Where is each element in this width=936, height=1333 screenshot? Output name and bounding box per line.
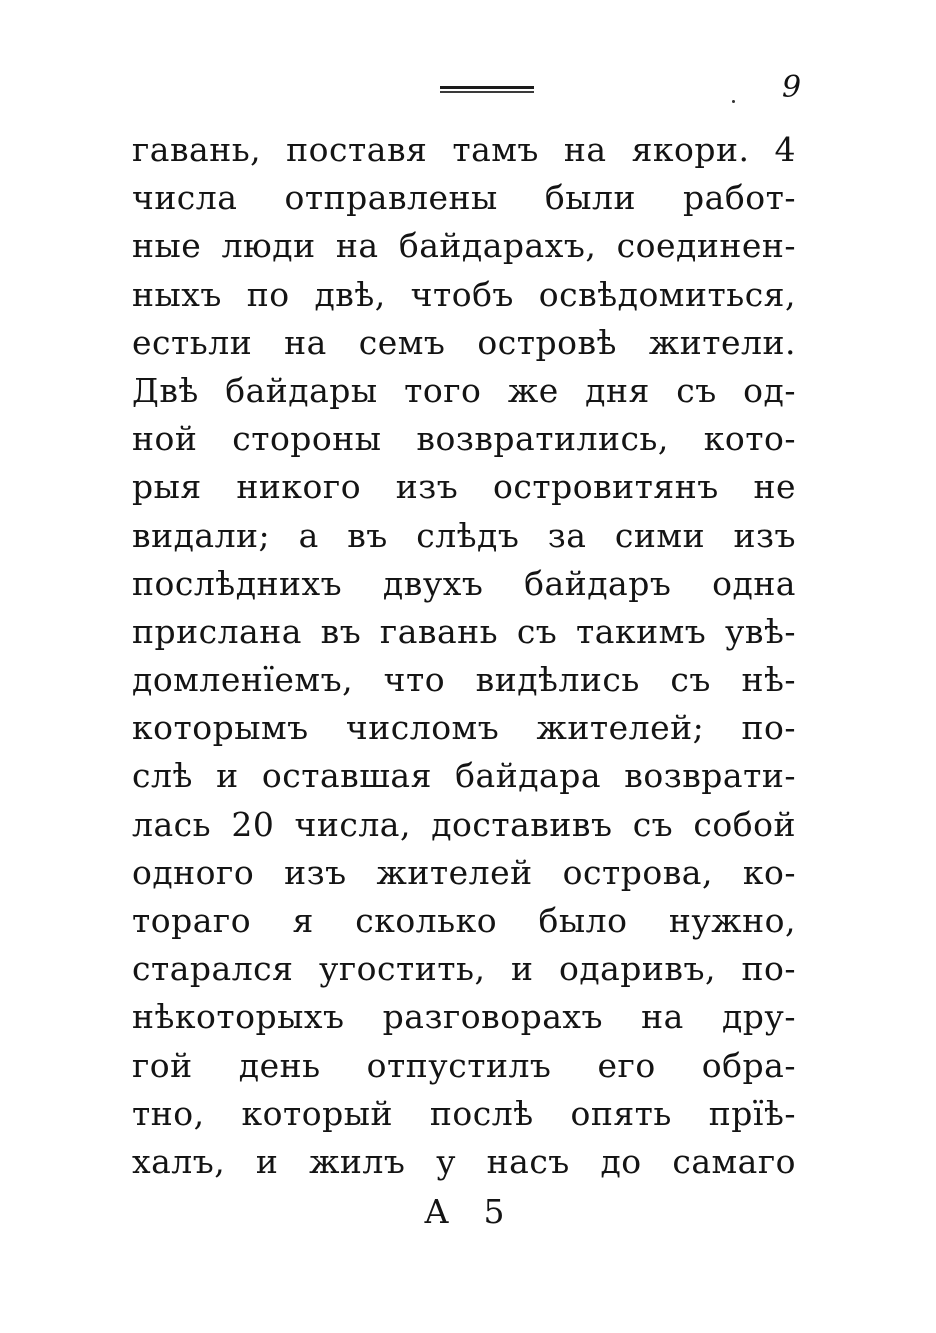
text-line: естьли на семъ островѣ жители. [132,322,796,362]
text-line: видали; а въ слѣдъ за сими изъ [132,515,796,555]
text-line: прислана въ гавань съ такимъ увѣ- [132,611,796,651]
header-rule [440,86,534,93]
text-line: гавань, поставя тамъ на якори. 4 [132,130,796,169]
text-line: нѣкоторыхъ разговорахъ на дру- [132,997,796,1037]
text-line: ной стороны возвратились, кото- [132,419,796,459]
print-speck [732,100,735,103]
text-line: домленїемъ, что видѣлись съ нѣ- [132,660,796,700]
text-line: слѣ и оставшая байдара возврати- [132,756,796,796]
text-line: тораго я сколько было нужно, [132,901,796,940]
text-line: рыя никого изъ островитянъ не [132,467,796,507]
page-number: 9 [782,70,802,105]
text-line: числа отправлены были работ- [132,178,796,218]
text-line: Двѣ байдары того же дня съ од- [132,370,796,410]
signature-mark: А 5 [424,1192,517,1231]
text-line: халъ, и жилъ у насъ до самаго [132,1141,796,1181]
text-line: послѣднихъ двухъ байдаръ одна [132,563,796,603]
text-line: гой день отпустилъ его обра- [132,1045,796,1085]
text-line: одного изъ жителей острова, ко- [132,852,796,892]
text-line: которымъ числомъ жителей; по- [132,708,796,748]
text-line: лась 20 числа, доставивъ съ собой [132,804,796,844]
text-line: ные люди на байдарахъ, соединен- [132,226,796,266]
text-line: старался угостить, и одаривъ, по- [132,949,796,989]
text-line: ныхъ по двѣ, чтобъ освѣдомиться, [132,274,796,314]
body-text [132,126,796,1186]
text-line: тно, который послѣ опять прїѣ- [132,1093,796,1133]
